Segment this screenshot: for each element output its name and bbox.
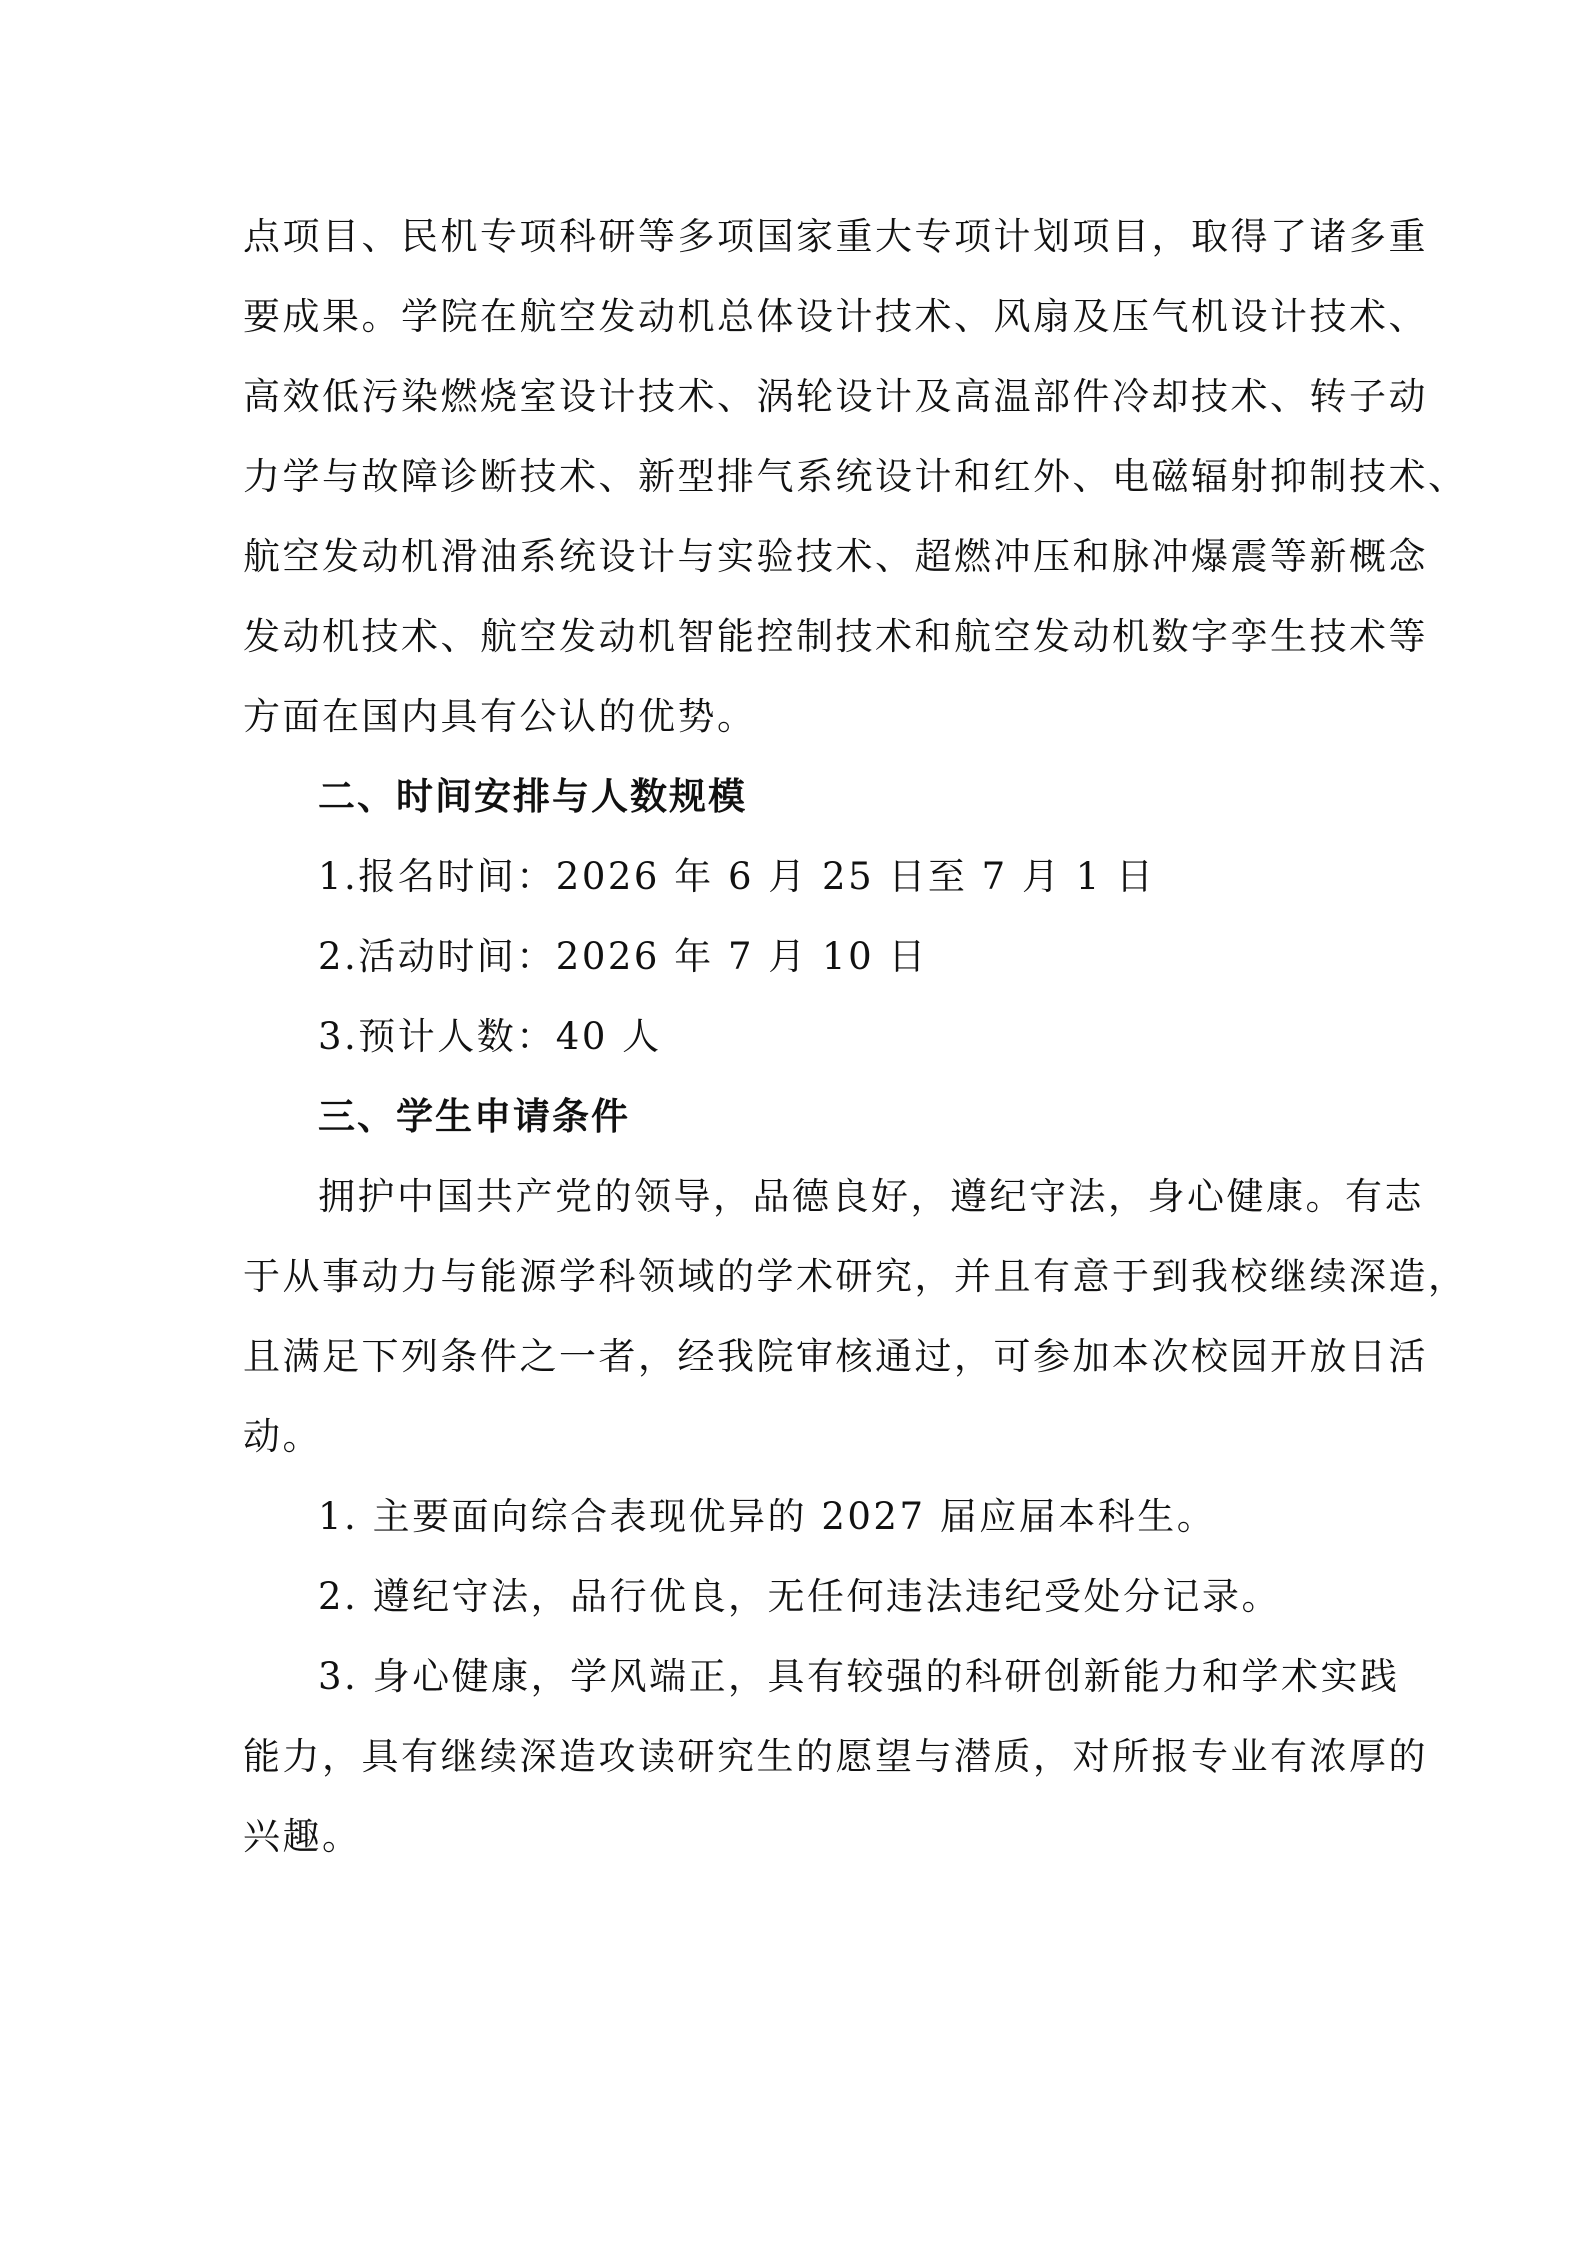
- intro-line-5: 航空发动机滑油系统设计与实验技术、超燃冲压和脉冲爆震等新概念: [243, 535, 1428, 578]
- schedule-item-3: 3.预计人数：40 人: [318, 1015, 662, 1058]
- intro-line-4: 力学与故障诊断技术、新型排气系统设计和红外、电磁辐射抑制技术、: [243, 455, 1468, 498]
- section-3-heading: 三、学生申请条件: [318, 1095, 630, 1138]
- condition-item-1: 1. 主要面向综合表现优异的 2027 届应届本科生。: [318, 1495, 1217, 1538]
- condition-item-3-line-3: 兴趣。: [243, 1815, 362, 1858]
- condition-item-2: 2. 遵纪守法，品行优良，无任何违法违纪受处分记录。: [318, 1575, 1282, 1618]
- requirements-line-3: 且满足下列条件之一者，经我院审核通过，可参加本次校园开放日活: [243, 1335, 1428, 1378]
- requirements-line-4: 动。: [243, 1415, 322, 1458]
- intro-line-3: 高效低污染燃烧室设计技术、涡轮设计及高温部件冷却技术、转子动: [243, 375, 1428, 418]
- condition-item-3-line-2: 能力，具有继续深造攻读研究生的愿望与潜质，对所报专业有浓厚的: [243, 1735, 1428, 1778]
- intro-line-1: 点项目、民机专项科研等多项国家重大专项计划项目，取得了诸多重: [243, 215, 1428, 258]
- requirements-line-1: 拥护中国共产党的领导，品德良好，遵纪守法，身心健康。有志: [318, 1175, 1424, 1218]
- intro-line-6: 发动机技术、航空发动机智能控制技术和航空发动机数字孪生技术等: [243, 615, 1428, 658]
- schedule-item-2: 2.活动时间：2026 年 7 月 10 日: [318, 935, 928, 978]
- intro-line-2: 要成果。学院在航空发动机总体设计技术、风扇及压气机设计技术、: [243, 295, 1428, 338]
- intro-line-7: 方面在国内具有公认的优势。: [243, 695, 757, 738]
- section-2-heading: 二、时间安排与人数规模: [318, 775, 747, 818]
- schedule-item-1: 1.报名时间：2026 年 6 月 25 日至 7 月 1 日: [318, 855, 1156, 898]
- requirements-line-2: 于从事动力与能源学科领域的学术研究，并且有意于到我校继续深造，: [243, 1255, 1468, 1298]
- condition-item-3-line-1: 3. 身心健康，学风端正，具有较强的科研创新能力和学术实践: [318, 1655, 1400, 1698]
